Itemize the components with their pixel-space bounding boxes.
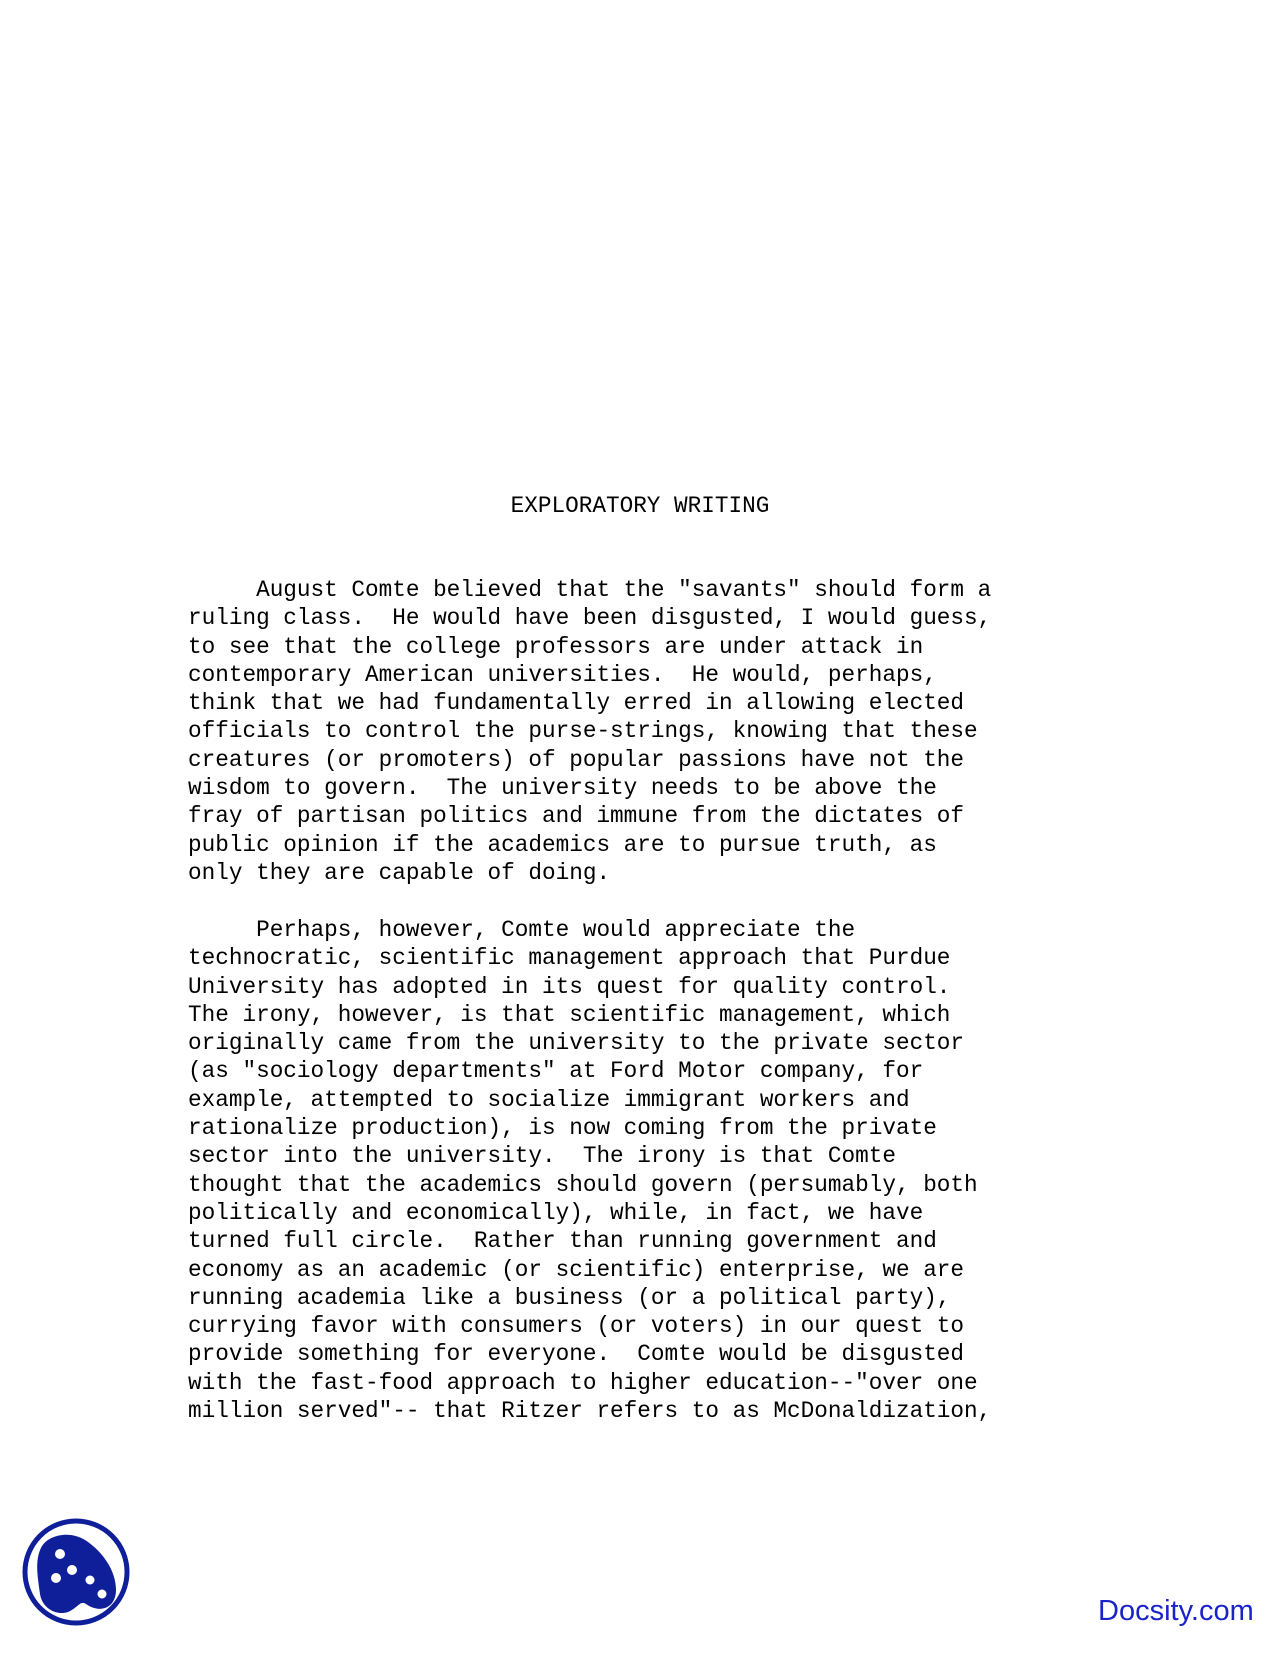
text-line: example, attempted to socialize immigrant workers and: [188, 1086, 910, 1113]
text-line: think that we had fundamentally erred in allowing elected: [188, 690, 965, 717]
text-line: fray of partisan politics and immune from the dictates of: [188, 803, 965, 830]
text-line: contemporary American universities. He would, perhaps,: [188, 661, 937, 688]
text-line: public opinion if the academics are to pursue truth, as: [188, 831, 937, 858]
paragraph-2: [188, 916, 1188, 1425]
text-line: The irony, however, is that scientific management, which: [188, 1001, 951, 1028]
text-line: ruling class. He would have been disgusted, I would guess,: [188, 605, 992, 632]
docsity-logo-graphic: [20, 1516, 132, 1628]
text-line: with the fast-food approach to higher education--"over one: [188, 1369, 978, 1396]
text-line: Perhaps, however, Comte would appreciate the: [188, 917, 856, 943]
text-line: turned full circle. Rather than running government and: [188, 1228, 937, 1255]
text-line: rationalize production), is now coming from the private: [188, 1115, 937, 1142]
text-line: sector into the university. The irony is that Comte: [188, 1143, 896, 1170]
text-line: (as "sociology departments" at Ford Motor company, for: [188, 1058, 924, 1085]
text-line: technocratic, scientific management approach that Purdue: [188, 945, 951, 972]
docsity-brand-link[interactable]: Docsity.com: [1098, 1595, 1254, 1627]
text-line: provide something for everyone. Comte would be disgusted: [188, 1341, 965, 1368]
docsity-logo-icon[interactable]: [20, 1516, 132, 1628]
text-line: thought that the academics should govern (persumably, both: [188, 1171, 978, 1198]
text-line: creatures (or promoters) of popular passions have not the: [188, 746, 965, 773]
text-line: only they are capable of doing.: [188, 859, 611, 886]
text-line: economy as an academic (or scientific) enterprise, we are: [188, 1256, 965, 1283]
text-line: originally came from the university to the private sector: [188, 1030, 965, 1057]
text-line: August Comte believed that the "savants" should form a: [188, 577, 992, 603]
text-line: officials to control the purse-strings, knowing that these: [188, 718, 978, 745]
text-line: currying favor with consumers (or voters) in our quest to: [188, 1313, 965, 1340]
text-line: University has adopted in its quest for quality control.: [188, 973, 951, 1000]
document-title: EXPLORATORY WRITING: [510, 493, 770, 519]
text-line: politically and economically), while, in fact, we have: [188, 1199, 924, 1226]
paragraph-1: [188, 576, 1188, 887]
text-line: wisdom to govern. The university needs to be above the: [188, 775, 937, 802]
text-line: million served"-- that Ritzer refers to as McDonaldization,: [188, 1398, 992, 1425]
text-line: running academia like a business (or a political party),: [188, 1284, 951, 1311]
text-line: to see that the college professors are under attack in: [188, 633, 924, 660]
